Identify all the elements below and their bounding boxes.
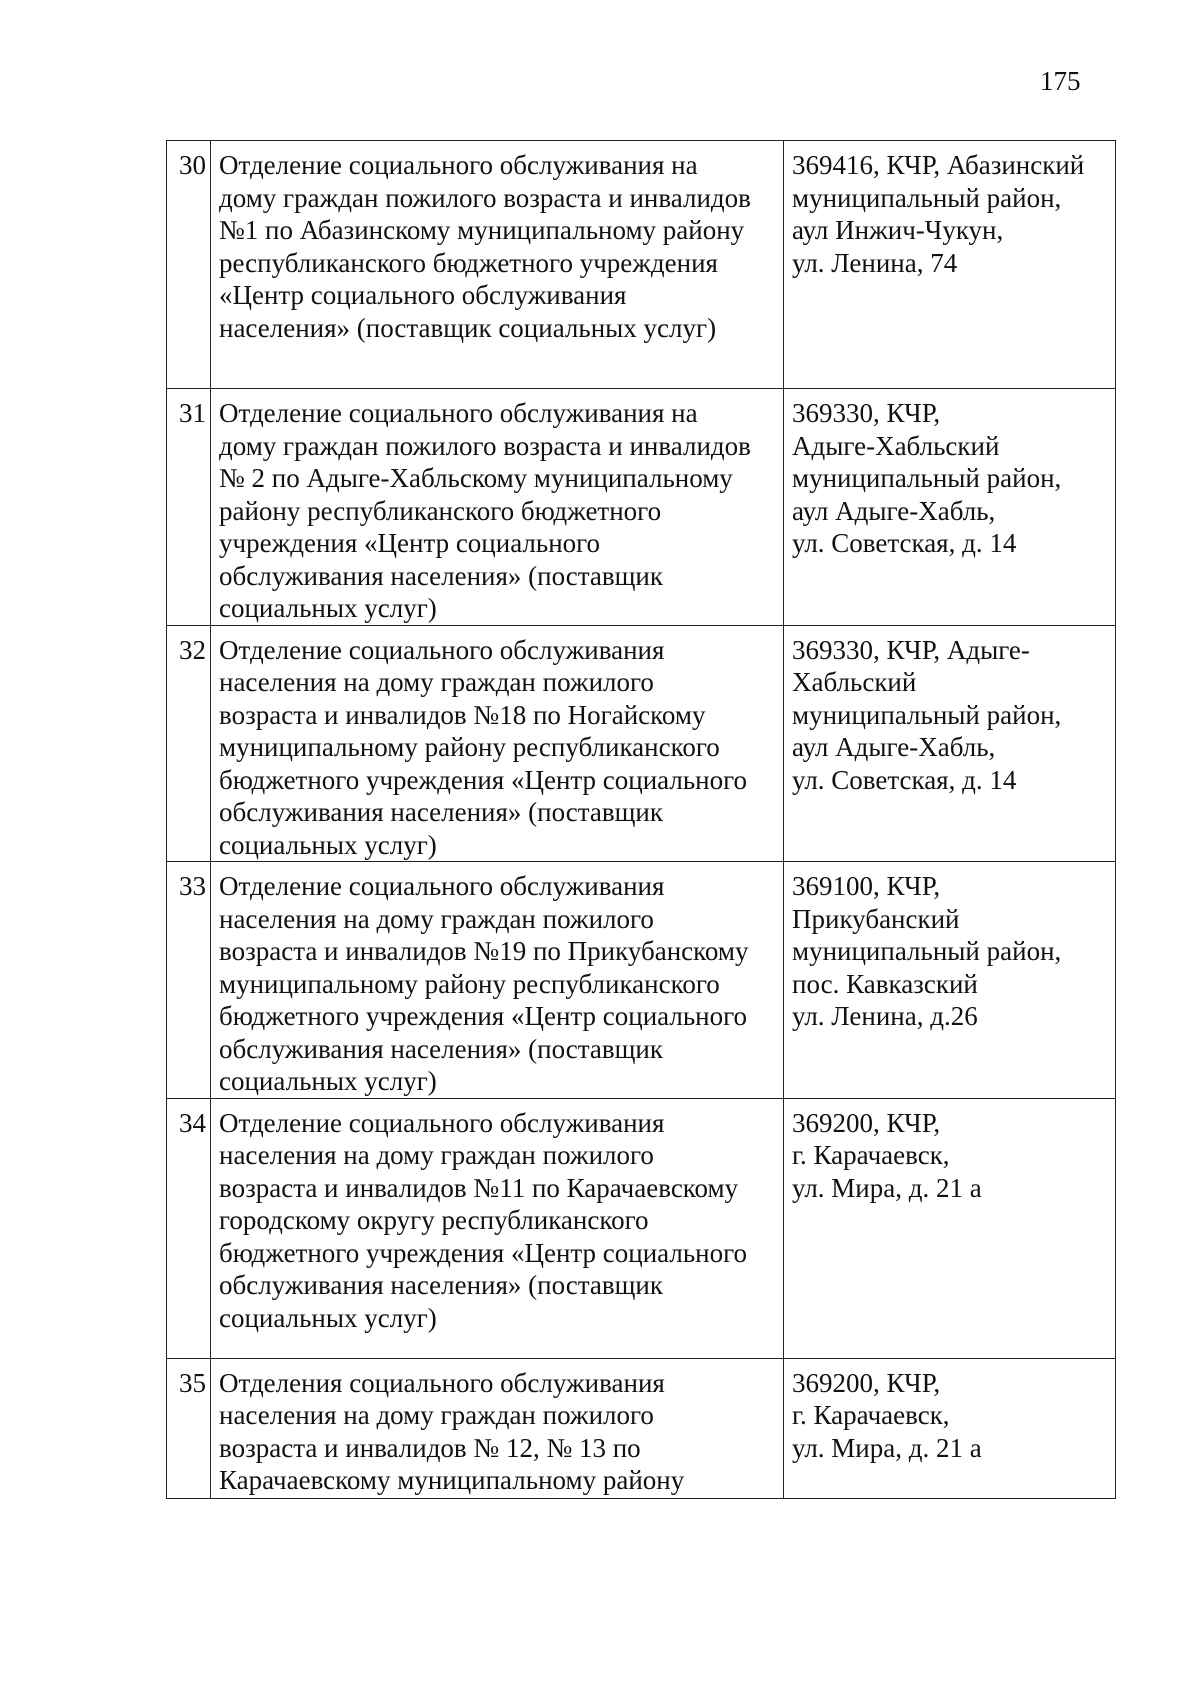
address-cell — [784, 862, 1116, 1099]
address-line: ул. Мира, д. 21 а — [792, 1172, 982, 1203]
table-row — [167, 389, 1116, 626]
organization-name-line: бюджетного учреждения «Центр социального — [219, 1237, 748, 1268]
organization-name-line: Отделение социального обслуживания — [219, 1107, 665, 1138]
page-number: 175 — [1040, 66, 1081, 96]
organization-name-line: бюджетного учреждения «Центр социального — [219, 764, 748, 795]
address-line: муниципальный район, — [792, 936, 1062, 966]
address-line: аул Адыге-Хабль, — [792, 495, 996, 526]
table-row — [167, 625, 1116, 862]
address-line: пос. Кавказский — [792, 968, 978, 999]
address-line: Адыге-Хабльский — [792, 430, 1000, 461]
organization-name-line: Отделение социального обслуживания — [219, 634, 665, 665]
address-line: Прикубанский — [792, 903, 960, 934]
organization-name-line: возраста и инвалидов №11 по Карачаевскому — [219, 1172, 739, 1203]
organization-name-line: муниципальному району республиканского — [219, 968, 720, 999]
table-row — [167, 1098, 1116, 1358]
organization-name-line: обслуживания населения» (поставщик — [219, 560, 663, 591]
organization-name-cell — [211, 141, 784, 389]
organization-name-line: «Центр социального обслуживания — [219, 280, 627, 310]
organization-name-line: обслуживания населения» (поставщик — [219, 1033, 663, 1064]
organization-name-line: населения на дому граждан пожилого — [219, 667, 654, 697]
address-line: ул. Советская, д. 14 — [792, 528, 1017, 558]
organization-name-line: Отделения социального обслуживания — [219, 1367, 665, 1398]
address-line: 369200, КЧР, — [792, 1107, 941, 1138]
table-row — [167, 1358, 1116, 1498]
row-number: 35 — [167, 1358, 211, 1498]
organization-name-line: социальных услуг) — [219, 1302, 437, 1333]
organization-name-line: Отделение социального обслуживания — [219, 871, 665, 901]
organization-name-line: населения на дому граждан пожилого — [219, 1400, 654, 1430]
organization-name-line: № 2 по Адыге-Хабльскому муниципальному — [219, 463, 733, 493]
row-number: 32 — [167, 625, 211, 862]
row-number: 34 — [167, 1098, 211, 1358]
address-line: 369416, КЧР, Абазинский — [792, 150, 1085, 180]
address-line: Хабльский — [792, 667, 917, 697]
organizations-table — [166, 140, 1116, 1499]
address-cell — [784, 389, 1116, 626]
organization-name-cell — [211, 389, 784, 626]
address-line: ул. Мира, д. 21 а — [792, 1432, 982, 1463]
organization-name-line: населения на дому граждан пожилого — [219, 903, 654, 934]
address-line: ул. Ленина, 74 — [792, 247, 958, 278]
address-line: аул Адыге-Хабль, — [792, 732, 996, 762]
organization-name-cell — [211, 1358, 784, 1498]
organization-name-line: республиканского бюджетного учреждения — [219, 247, 718, 278]
organization-name-line: району республиканского бюджетного — [219, 495, 662, 526]
organization-name-line: Отделение социального обслуживания на — [219, 150, 698, 180]
organization-name-line: городскому округу республиканского — [219, 1205, 649, 1235]
address-line: 369200, КЧР, — [792, 1367, 941, 1398]
organization-name-line: населения на дому граждан пожилого — [219, 1140, 654, 1170]
organization-name-line: возраста и инвалидов № 12, № 13 по — [219, 1432, 641, 1463]
organization-name-cell — [211, 862, 784, 1099]
organization-name-line: №1 по Абазинскому муниципальному району — [219, 215, 745, 245]
organization-name-line: дому граждан пожилого возраста и инвалидов — [219, 430, 751, 461]
address-line: 369100, КЧР, — [792, 871, 941, 901]
row-number: 33 — [167, 862, 211, 1099]
address-line: муниципальный район, — [792, 699, 1062, 730]
row-number: 31 — [167, 389, 211, 626]
address-line: г. Карачаевск, — [792, 1400, 950, 1430]
organization-name-line: возраста и инвалидов №18 по Ногайскому — [219, 699, 706, 730]
organization-name-line: Отделение социального обслуживания на — [219, 398, 698, 428]
address-cell — [784, 1358, 1116, 1498]
address-cell — [784, 141, 1116, 389]
organization-name-line: социальных услуг) — [219, 1066, 437, 1096]
organization-name-line: учреждения «Центр социального — [219, 528, 601, 558]
address-cell — [784, 1098, 1116, 1358]
organization-name-line: социальных услуг) — [219, 593, 437, 623]
organization-name-line: бюджетного учреждения «Центр социального — [219, 1001, 748, 1031]
organization-name-cell — [211, 625, 784, 862]
organization-name-line: обслуживания населения» (поставщик — [219, 797, 663, 827]
organization-name-line: обслуживания населения» (поставщик — [219, 1270, 663, 1300]
address-line: муниципальный район, — [792, 182, 1062, 213]
organization-name-line: Карачаевскому муниципальному району — [219, 1465, 685, 1495]
organization-name-line: дому граждан пожилого возраста и инвалидов — [219, 182, 751, 213]
address-line: 369330, КЧР, Адыге- — [792, 634, 1030, 665]
address-line: аул Инжич-Чукун, — [792, 215, 1004, 245]
organization-name-line: населения» (поставщик социальных услуг) — [219, 312, 717, 343]
address-cell — [784, 625, 1116, 862]
address-line: ул. Советская, д. 14 — [792, 764, 1017, 795]
table-row — [167, 141, 1116, 389]
organization-name-line: социальных услуг) — [219, 829, 437, 860]
address-line: 369330, КЧР, — [792, 398, 941, 428]
organization-name-line: муниципальному району республиканского — [219, 732, 720, 762]
organization-name-line: возраста и инвалидов №19 по Прикубанскому — [219, 936, 749, 966]
address-line: муниципальный район, — [792, 463, 1062, 493]
organization-name-cell — [211, 1098, 784, 1358]
row-number: 30 — [167, 141, 211, 389]
address-line: г. Карачаевск, — [792, 1140, 950, 1170]
address-line: ул. Ленина, д.26 — [792, 1001, 978, 1031]
table-row — [167, 862, 1116, 1099]
table-body — [167, 141, 1116, 1499]
